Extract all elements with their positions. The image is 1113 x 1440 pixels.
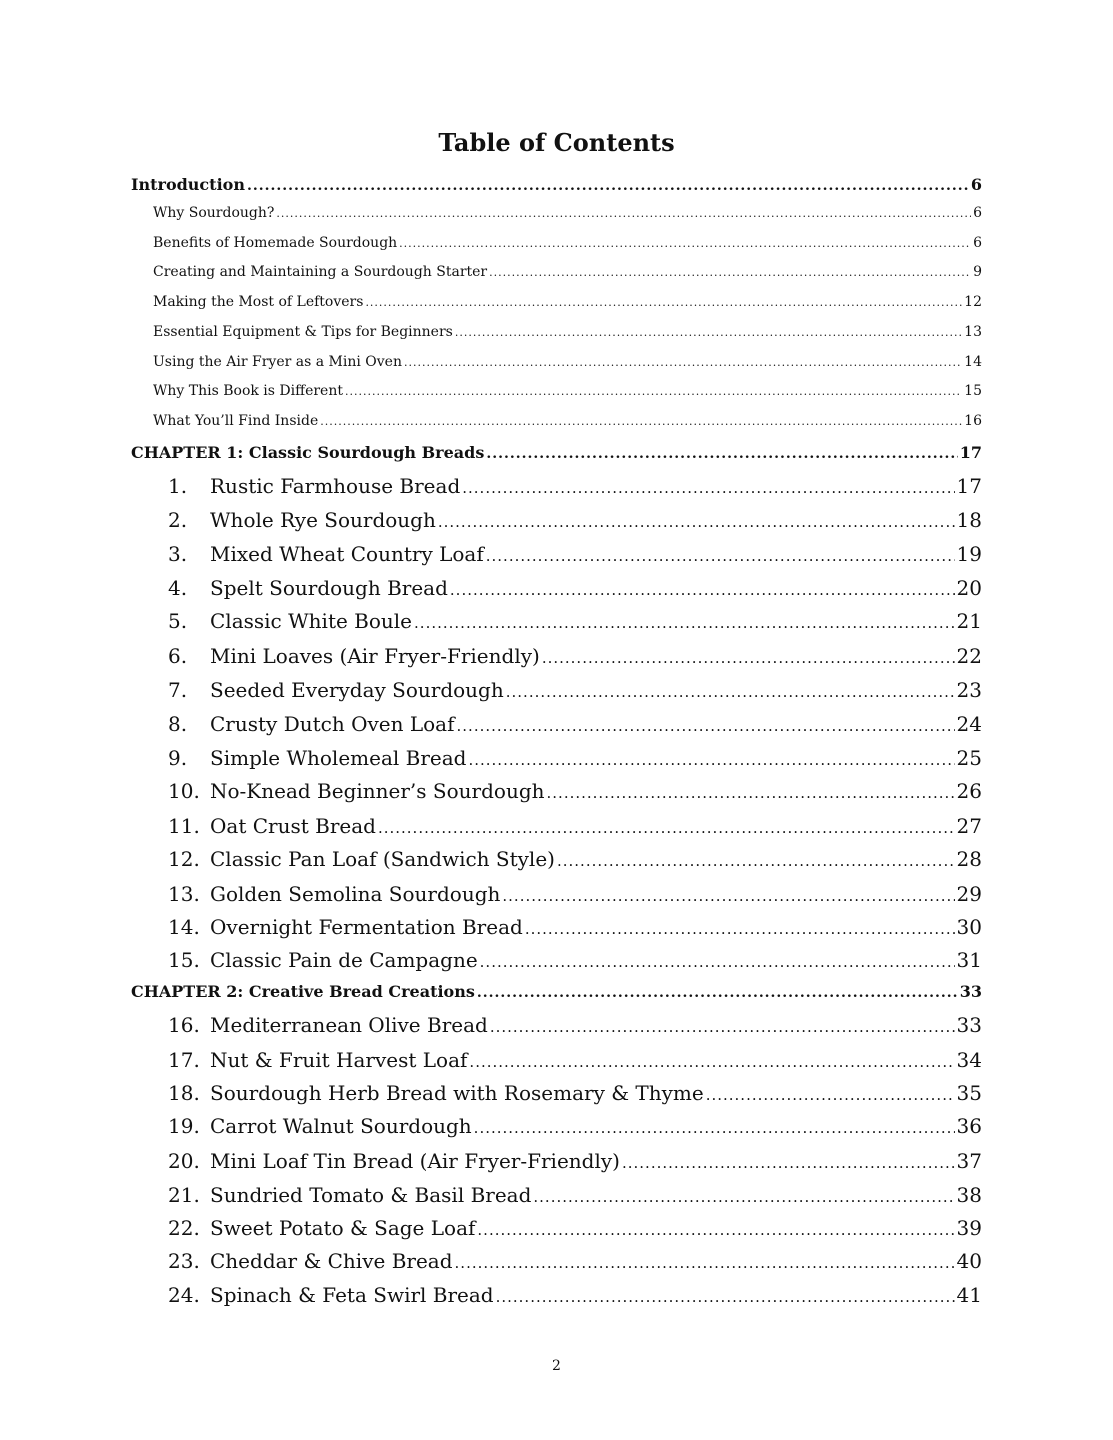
toc-recipe-entry: [168, 712, 982, 736]
toc-entry-label: [168, 609, 412, 633]
dot-leader: [455, 1254, 955, 1272]
toc-entry-number: 2.: [168, 508, 188, 532]
toc-entry-page: 29: [956, 882, 982, 906]
toc-entry-number: 11.: [168, 814, 200, 838]
toc-entry-label: [168, 948, 478, 972]
toc-entry-page: 27: [956, 814, 982, 838]
toc-entry-page: 23: [956, 678, 982, 702]
toc-entry-label: [168, 814, 376, 838]
toc-entry-title: Mediterranean Olive Bread: [210, 1013, 488, 1037]
toc-section-entry: [153, 413, 982, 429]
toc-entry-page: 35: [956, 1081, 982, 1105]
toc-entry-page: 12: [964, 294, 982, 310]
toc-entry-title: Spinach & Feta Swirl Bread: [210, 1283, 494, 1307]
toc-entry-number: 22.: [168, 1216, 200, 1240]
page-number: 2: [552, 1358, 561, 1374]
toc-entry-label: [168, 1013, 488, 1037]
toc-entry-label: [168, 882, 500, 906]
toc-entry-label: [168, 915, 523, 939]
dot-leader: [547, 784, 955, 802]
toc-entry-page: 20: [956, 576, 982, 600]
dot-leader: [404, 356, 962, 369]
toc-entry-page: 39: [956, 1216, 982, 1240]
toc-entry-page: 17: [956, 474, 982, 498]
toc-recipe-entry: [168, 474, 982, 498]
toc-entry-label: [168, 1081, 704, 1105]
toc-entry-page: 37: [956, 1149, 982, 1173]
toc-entry-number: 12.: [168, 847, 200, 871]
toc-entry-page: 21: [956, 609, 982, 633]
dot-leader: [378, 819, 955, 837]
toc-recipe-entry: [168, 915, 982, 939]
toc-recipe-entry: [168, 644, 982, 668]
toc-entry-number: 1.: [168, 474, 188, 498]
toc-entry-number: 3.: [168, 542, 188, 566]
dot-leader: [502, 887, 954, 905]
toc-entry-label: What You’ll Find Inside: [153, 413, 319, 429]
dot-leader: [496, 1288, 955, 1306]
toc-entry-page: 14: [964, 354, 982, 370]
dot-leader: [533, 1188, 954, 1206]
toc-entry-label: CHAPTER 2: Creative Bread Creations: [131, 982, 475, 1001]
dot-leader: [365, 296, 962, 309]
toc-entry-title: Classic White Boule: [210, 609, 413, 633]
toc-recipe-entry: [168, 1283, 982, 1307]
toc-section-entry: [153, 383, 982, 399]
dot-leader: [457, 717, 955, 735]
toc-chapter-entry: [131, 443, 982, 462]
toc-entry-title: Classic Pan Loaf (Sandwich Style): [210, 847, 555, 871]
toc-entry-number: 16.: [168, 1013, 200, 1037]
toc-section-entry: [153, 205, 982, 221]
toc-entry-label: [168, 847, 555, 871]
toc-entry-number: 20.: [168, 1149, 200, 1173]
dot-leader: [345, 385, 962, 398]
dot-leader: [490, 1018, 955, 1036]
toc-entry-number: 10.: [168, 779, 200, 803]
toc-section-entry: [153, 264, 982, 280]
toc-entry-label: [168, 1183, 531, 1207]
dot-leader: [320, 415, 962, 428]
toc-entry-number: 5.: [168, 609, 188, 633]
toc-entry-title: No-Knead Beginner’s Sourdough: [210, 779, 545, 803]
toc-entry-number: 14.: [168, 915, 200, 939]
toc-section-entry: [153, 235, 982, 251]
toc-entry-label: [168, 474, 460, 498]
toc-chapter-entry: [131, 982, 982, 1001]
toc-entry-number: 19.: [168, 1114, 200, 1138]
toc-recipe-entry: [168, 779, 982, 803]
toc-entry-title: Sundried Tomato & Basil Bread: [210, 1183, 532, 1207]
toc-entry-label: [168, 1114, 472, 1138]
toc-entry-page: 25: [956, 746, 982, 770]
toc-recipe-entry: [168, 882, 982, 906]
toc-entry-page: 31: [956, 948, 982, 972]
toc-entry-label: [168, 678, 504, 702]
toc-entry-title: Nut & Fruit Harvest Loaf: [210, 1048, 468, 1072]
toc-entry-page: 16: [964, 413, 982, 429]
toc-recipe-entry: [168, 1114, 982, 1138]
toc-entry-number: 8.: [168, 712, 188, 736]
toc-entry-label: Making the Most of Leftovers: [153, 294, 364, 310]
dot-leader: [414, 614, 955, 632]
toc-recipe-entry: [168, 1081, 982, 1105]
dot-leader: [486, 446, 957, 462]
dot-leader: [462, 479, 954, 497]
toc-entry-label: Essential Equipment & Tips for Beginners: [153, 324, 453, 340]
toc-recipe-entry: [168, 1013, 982, 1037]
toc-entry-page: 22: [956, 644, 982, 668]
toc-entry-page: 34: [956, 1048, 982, 1072]
toc-entry-label: [168, 542, 484, 566]
toc-entry-title: Crusty Dutch Oven Loaf: [210, 712, 455, 736]
toc-entry-number: 15.: [168, 948, 200, 972]
toc-entry-page: 6: [973, 235, 982, 251]
toc-entry-page: 17: [959, 443, 982, 462]
toc-entry-page: 9: [973, 264, 982, 280]
toc-entry-label: Why This Book is Different: [153, 383, 343, 399]
dot-leader: [706, 1086, 955, 1104]
toc-section-entry: [153, 354, 982, 370]
toc-entry-page: 13: [964, 324, 982, 340]
toc-entry-number: 17.: [168, 1048, 200, 1072]
toc-recipe-entry: [168, 1249, 982, 1273]
toc-entry-label: [168, 1048, 467, 1072]
toc-section-entry: [153, 324, 982, 340]
toc-recipe-entry: [168, 746, 982, 770]
dot-leader: [477, 985, 958, 1001]
toc-recipe-entry: [168, 847, 982, 871]
dot-leader: [477, 1221, 954, 1239]
toc-entry-number: 9.: [168, 746, 188, 770]
toc-entry-title: Oat Crust Bread: [210, 814, 376, 838]
toc-entry-title: Simple Wholemeal Bread: [210, 746, 467, 770]
toc-entry-label: [168, 576, 448, 600]
toc-entry-title: Carrot Walnut Sourdough: [210, 1114, 472, 1138]
dot-leader: [469, 1053, 954, 1071]
toc-recipe-entry: [168, 678, 982, 702]
dot-leader: [480, 953, 955, 971]
toc-chapter-entry: [131, 175, 982, 194]
toc-entry-number: 6.: [168, 644, 188, 668]
toc-recipe-entry: [168, 1216, 982, 1240]
dot-leader: [474, 1119, 955, 1137]
toc-entry-label: Introduction: [131, 175, 245, 194]
dot-leader: [247, 178, 969, 194]
toc-entry-label: [168, 508, 436, 532]
toc-entry-title: Classic Pain de Campagne: [210, 948, 478, 972]
toc-entry-page: 40: [956, 1249, 982, 1273]
toc-entry-title: Mini Loaves (Air Fryer-Friendly): [210, 644, 540, 668]
toc-entry-page: 36: [956, 1114, 982, 1138]
toc-entry-label: [168, 1283, 494, 1307]
toc-recipe-entry: [168, 948, 982, 972]
toc-section-entry: [153, 294, 982, 310]
toc-entry-number: 18.: [168, 1081, 200, 1105]
dot-leader: [542, 649, 955, 667]
toc-entry-page: 6: [970, 175, 982, 194]
toc-recipe-entry: [168, 1048, 982, 1072]
toc-entry-label: [168, 712, 455, 736]
toc-entry-label: [168, 779, 545, 803]
toc-recipe-entry: [168, 1149, 982, 1173]
toc-entry-title: Seeded Everyday Sourdough: [210, 678, 504, 702]
toc-entry-page: 33: [956, 1013, 982, 1037]
toc-entry-number: 13.: [168, 882, 200, 906]
dot-leader: [622, 1154, 955, 1172]
toc-entry-label: [168, 644, 540, 668]
dot-leader: [486, 547, 955, 565]
dot-leader: [557, 852, 955, 870]
toc-entry-page: 26: [956, 779, 982, 803]
toc-entry-title: Overnight Fermentation Bread: [210, 915, 523, 939]
dot-leader: [489, 266, 971, 279]
toc-entry-title: Sourdough Herb Bread with Rosemary & Thyme: [210, 1081, 704, 1105]
toc-recipe-entry: [168, 609, 982, 633]
toc-entry-label: Creating and Maintaining a Sourdough Starter: [153, 264, 488, 280]
toc-entry-page: 15: [964, 383, 982, 399]
toc-entry-label: Why Sourdough?: [153, 205, 275, 221]
toc-entry-label: [168, 1249, 453, 1273]
toc-entry-title: Mixed Wheat Country Loaf: [210, 542, 484, 566]
toc-entry-number: 4.: [168, 576, 188, 600]
toc-entry-title: Whole Rye Sourdough: [210, 508, 436, 532]
toc-entry-number: 21.: [168, 1183, 200, 1207]
toc-recipe-entry: [168, 814, 982, 838]
toc-entry-label: Using the Air Fryer as a Mini Oven: [153, 354, 402, 370]
toc-entry-label: [168, 1216, 475, 1240]
dot-leader: [525, 920, 955, 938]
toc-entry-title: Sweet Potato & Sage Loaf: [210, 1216, 476, 1240]
toc-entry-page: 30: [956, 915, 982, 939]
dot-leader: [506, 683, 955, 701]
toc-entry-label: [168, 1149, 620, 1173]
toc-entry-page: 28: [956, 847, 982, 871]
toc-entry-page: 33: [959, 982, 982, 1001]
toc-recipe-entry: [168, 576, 982, 600]
dot-leader: [455, 326, 962, 339]
toc-recipe-entry: [168, 508, 982, 532]
page-title: Table of Contents: [438, 128, 675, 157]
toc-entry-page: 18: [956, 508, 982, 532]
toc-entry-title: Rustic Farmhouse Bread: [210, 474, 461, 498]
toc-entry-page: 38: [956, 1183, 982, 1207]
toc-recipe-entry: [168, 1183, 982, 1207]
dot-leader: [450, 581, 955, 599]
toc-entry-label: [168, 746, 466, 770]
toc-entry-number: 7.: [168, 678, 188, 702]
toc-entry-label: Benefits of Homemade Sourdough: [153, 235, 398, 251]
toc-entry-page: 19: [956, 542, 982, 566]
toc-entry-number: 24.: [168, 1283, 200, 1307]
dot-leader: [399, 237, 971, 250]
toc-entry-title: Cheddar & Chive Bread: [210, 1249, 453, 1273]
toc-entry-label: CHAPTER 1: Classic Sourdough Breads: [131, 443, 485, 462]
toc-entry-page: 24: [956, 712, 982, 736]
dot-leader: [438, 513, 955, 531]
toc-entry-title: Golden Semolina Sourdough: [210, 882, 501, 906]
toc-entry-number: 23.: [168, 1249, 200, 1273]
toc-entry-page: 41: [956, 1283, 982, 1307]
toc-entry-title: Mini Loaf Tin Bread (Air Fryer-Friendly): [210, 1149, 620, 1173]
toc-entry-page: 6: [973, 205, 982, 221]
dot-leader: [468, 751, 954, 769]
toc-entry-title: Spelt Sourdough Bread: [210, 576, 448, 600]
dot-leader: [276, 207, 971, 220]
toc-recipe-entry: [168, 542, 982, 566]
